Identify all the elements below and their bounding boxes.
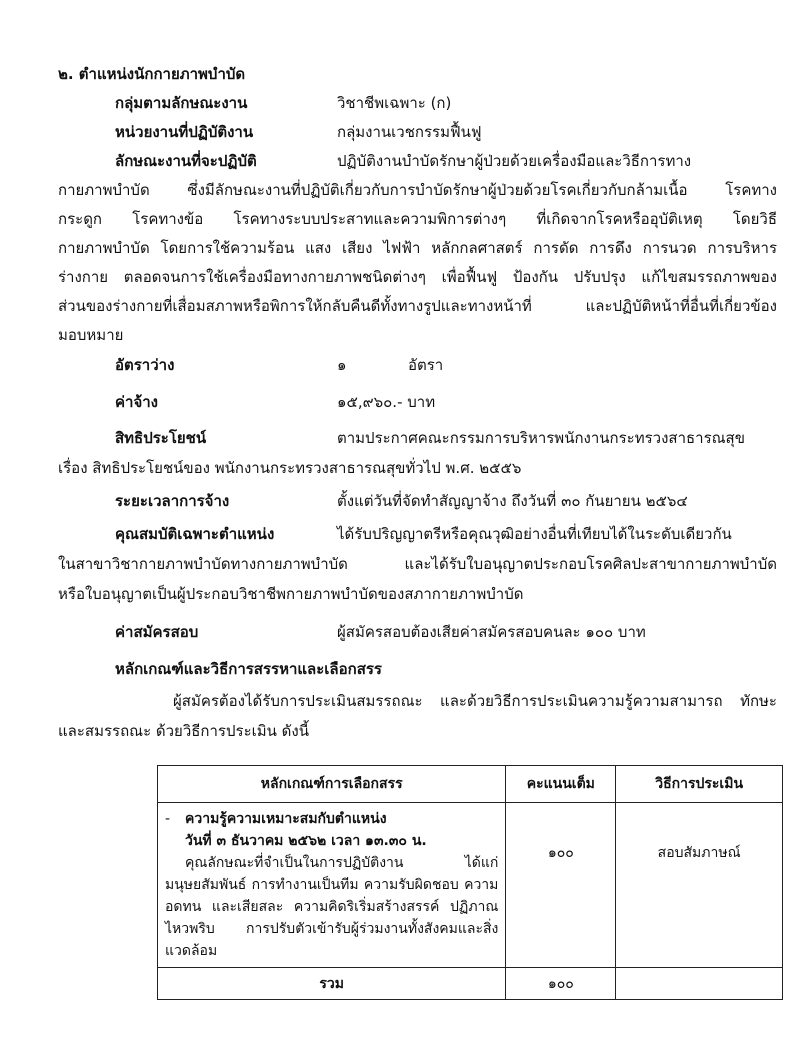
section-heading: ๒. ตำแหน่งนักกายภาพบำบัด — [58, 65, 246, 83]
method-cell — [616, 803, 783, 968]
table-header-row — [158, 766, 783, 803]
criteria-cell — [158, 803, 506, 968]
qualification-line: ในสาขาวิชากายภาพบำบัดทางกายภาพบำบัด และได้รับใบอนุญาตประกอบโรคศิลปะสาขากายภาพบำบัด — [58, 555, 777, 573]
table-row — [158, 803, 783, 968]
fee-label: ค่าสมัครสอบ — [115, 623, 199, 641]
qualification-label: คุณสมบัติเฉพาะตำแหน่ง — [115, 525, 275, 543]
list-dash: - — [165, 811, 171, 827]
wage-label: ค่าจ้าง — [115, 393, 158, 411]
column-header-score: คะแนนเต็ม — [506, 766, 616, 803]
qualification-line: หรือใบอนุญาตเป็นผู้ประกอบวิชาชีพกายภาพบำบัดของสภากายภาพบำบัด — [58, 585, 524, 603]
benefit-line: ตามประกาศคณะกรรมการบริหารพนักงานกระทรวงสาธารณสุข — [337, 429, 745, 447]
duty-line: กระดูก โรคทางข้อ โรคทางระบบประสาทและความพิการต่างๆ ที่เกิดจากโรคหรืออุบัติเหตุ โดยวิธี — [58, 210, 777, 228]
duty-line: กายภาพบำบัด ซึ่งมีลักษณะงานที่ปฏิบัติเกี่ยวกับการบำบัดรักษาผู้ป่วยด้วยโรคเกี่ยวกับกล้ามเนื้อ โรคทาง — [58, 181, 777, 199]
duty-line: มอบหมาย — [58, 326, 124, 344]
criteria-line: ผู้สมัครต้องได้รับการประเมินสมรรถณะ และด้วยวิธีการประเมินความรู้ความสามารถ ทักษะ — [173, 692, 777, 710]
group-value: วิชาชีพเฉพาะ (ก) — [337, 94, 452, 112]
duty-line: กายภาพบำบัด โดยการใช้ความร้อน แสง เสียง ไฟฟ้า หลักกลศาสตร์ การดัด การดึง การนวด การบริหาร — [58, 239, 777, 257]
selection-criteria-table — [157, 765, 783, 1000]
vacancy-unit: อัตรา — [408, 356, 444, 374]
group-label: กลุ่มตามลักษณะงาน — [115, 94, 248, 112]
total-method-empty — [616, 968, 783, 1000]
column-header-method: วิธีการประเมิน — [616, 766, 783, 803]
period-value: ตั้งแต่วันที่จัดทำสัญญาจ้าง ถึงวันที่ ๓๐ กันยายน ๒๕๖๔ — [337, 492, 688, 510]
row-method: สอบสัมภาษณ์ — [657, 845, 741, 861]
fee-value: ผู้สมัครสอบต้องเสียค่าสมัครสอบคนละ ๑๐๐ บาท — [337, 623, 646, 641]
duty-line: ปฏิบัติงานบำบัดรักษาผู้ป่วยด้วยเครื่องมือและวิธีการทาง — [337, 152, 692, 170]
benefit-label: สิทธิประโยชน์ — [115, 429, 207, 447]
unit-value: กลุ่มงานเวชกรรมฟื้นฟู — [337, 123, 482, 141]
total-label: รวม — [158, 968, 506, 1000]
column-header-criteria: หลักเกณฑ์การเลือกสรร — [158, 766, 506, 803]
table-total-row — [158, 968, 783, 1000]
criteria-title: ความรู้ความเหมาะสมกับตำแหน่ง — [185, 811, 387, 827]
criteria-heading: หลักเกณฑ์และวิธีการสรรหาและเลือกสรร — [115, 660, 382, 678]
unit-label: หน่วยงานที่ปฏิบัติงาน — [115, 123, 254, 141]
duty-line: ส่วนของร่างกายที่เสื่อมสภาพหรือพิการให้กลับคืนดีทั้งทางรูปและทางหน้าที่ และปฏิบัติหน้าที่อื่นที่เกี่ยวข้อง — [58, 297, 777, 315]
criteria-description: คุณลักษณะที่จำเป็นในการปฏิบัติงาน ได้แก่ มนุษยสัมพันธ์ การทำงานเป็นทีม ความรับผิดชอบ ความอดทน และเสียสละ ความคิดริเริ่มสร้างสรรค์ ปฏิภาณไหวพริบ การปรับตัวเข้ารับผู้ร่วมงานทั้งสังคมและสิ่งแวดล้อม — [165, 855, 499, 959]
vacancy-label: อัตราว่าง — [115, 356, 175, 374]
total-score: ๑๐๐ — [506, 968, 616, 1000]
vacancy-count: ๑ — [337, 356, 347, 374]
period-label: ระยะเวลาการจ้าง — [115, 492, 230, 510]
criteria-line: และสมรรถณะ ด้วยวิธีการประเมิน ดังนี้ — [58, 722, 309, 740]
score-cell — [506, 803, 616, 968]
duty-label: ลักษณะงานที่จะปฏิบัติ — [115, 152, 257, 170]
row-score: ๑๐๐ — [547, 845, 574, 861]
criteria-date: วันที่ ๓ ธันวาคม ๒๕๖๒ เวลา ๑๓.๓๐ น. — [185, 833, 427, 849]
wage-value: ๑๕,๙๖๐.- บาท — [337, 393, 436, 411]
qualification-line: ได้รับปริญญาตรีหรือคุณวุฒิอย่างอื่นที่เทียบได้ในระดับเดียวกัน — [337, 525, 732, 543]
duty-line: ร่างกาย ตลอดจนการใช้เครื่องมือทางกายภาพชนิดต่างๆ เพื่อฟื้นฟู ป้องกัน ปรับปรุง แก้ไขสมรรถภาพของ — [58, 268, 777, 286]
benefit-line: เรื่อง สิทธิประโยชน์ของ พนักงานกระทรวงสาธารณสุขทั่วไป พ.ศ. ๒๕๕๖ — [58, 459, 522, 477]
